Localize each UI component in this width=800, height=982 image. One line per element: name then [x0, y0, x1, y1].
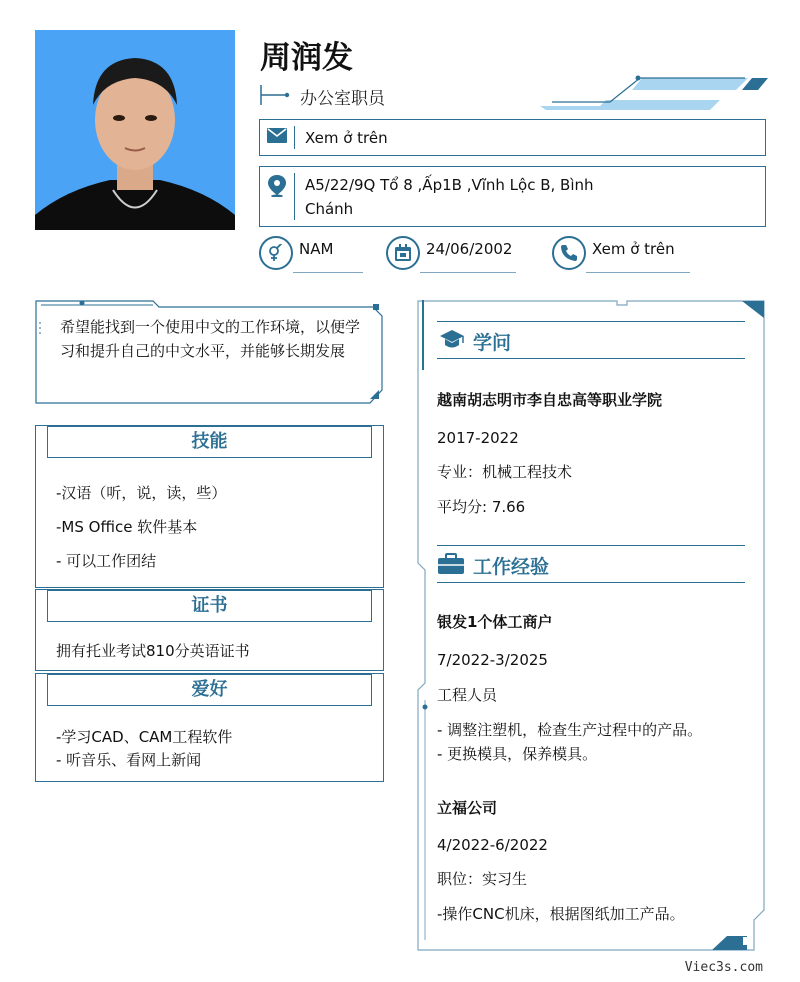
skill-item: - 可以工作团结 [56, 552, 157, 570]
experience-header [437, 545, 745, 583]
title-connector-icon [260, 82, 290, 108]
footer-watermark: Viec3s.com [684, 960, 763, 975]
skill-item: -汉语（听，说，读，些） [56, 484, 227, 502]
objective-text: 希望能找到一个使用中文的工作环境，以便学习和提升自己的中文水平，并能够长期发展 [60, 318, 361, 360]
experience-heading: 工作经验 [473, 556, 550, 578]
job-role: 职位：实习生 [437, 870, 528, 888]
hobby-item: - 听音乐、看网上新闻 [56, 751, 202, 769]
envelope-icon [260, 120, 294, 155]
circuit-decoration-icon [540, 72, 772, 116]
briefcase-icon [437, 553, 465, 575]
skills-heading: 技能 [47, 426, 372, 458]
job-period: 7/2022-3/2025 [437, 651, 548, 669]
skill-item: -MS Office 软件基本 [56, 518, 198, 536]
hobbies-section [35, 673, 384, 782]
objective-box [35, 300, 383, 404]
calendar-icon [386, 236, 420, 270]
phone-value: Xem ở trên [592, 240, 675, 258]
email-row [259, 119, 766, 156]
profile-photo [35, 30, 235, 230]
gender-icon [259, 236, 293, 270]
company-name: 银发1个体工商户 [437, 613, 553, 631]
certificates-heading: 证书 [47, 590, 372, 622]
phone-icon [552, 236, 586, 270]
person-name: 周润发 [260, 40, 353, 76]
graduation-cap-icon [439, 329, 465, 351]
phone-item [552, 236, 692, 276]
hobbies-heading: 爱好 [47, 674, 372, 706]
skills-section [35, 425, 384, 588]
company-name: 立福公司 [437, 799, 498, 817]
school-name: 越南胡志明市李自忠高等职业学院 [437, 391, 663, 409]
birthday-item [386, 236, 516, 276]
education-gpa: 平均分: 7.66 [437, 498, 526, 516]
education-heading: 学问 [473, 332, 512, 354]
job-role: 工程人员 [437, 686, 498, 704]
job-title: 办公室职员 [300, 89, 385, 109]
hobby-item: -学习CAD、CAM工程软件 [56, 728, 233, 746]
job-detail: - 调整注塑机，检查生产过程中的产品。 [437, 721, 703, 739]
certificates-section [35, 589, 384, 671]
gender-item [259, 236, 369, 276]
job-detail: -操作CNC机床，根据图纸加工产品。 [437, 905, 685, 923]
certificate-item: 拥有托业考试810分英语证书 [56, 642, 250, 660]
location-pin-icon [260, 167, 294, 226]
job-detail: - 更换模具，保养模具。 [437, 745, 598, 763]
education-header [437, 321, 745, 359]
birthday-value: 24/06/2002 [426, 240, 513, 258]
gender-value: NAM [299, 240, 334, 258]
education-major: 专业：机械工程技术 [437, 463, 573, 481]
job-period: 4/2022-6/2022 [437, 836, 548, 854]
address-row [259, 166, 766, 227]
right-column [417, 300, 765, 951]
address-value: A5/22/9Q Tổ 8 ,Ấp1B ,Vĩnh Lộc B, Bình Chánh [305, 176, 594, 218]
education-years: 2017-2022 [437, 429, 519, 447]
email-value: Xem ở trên [305, 129, 388, 147]
